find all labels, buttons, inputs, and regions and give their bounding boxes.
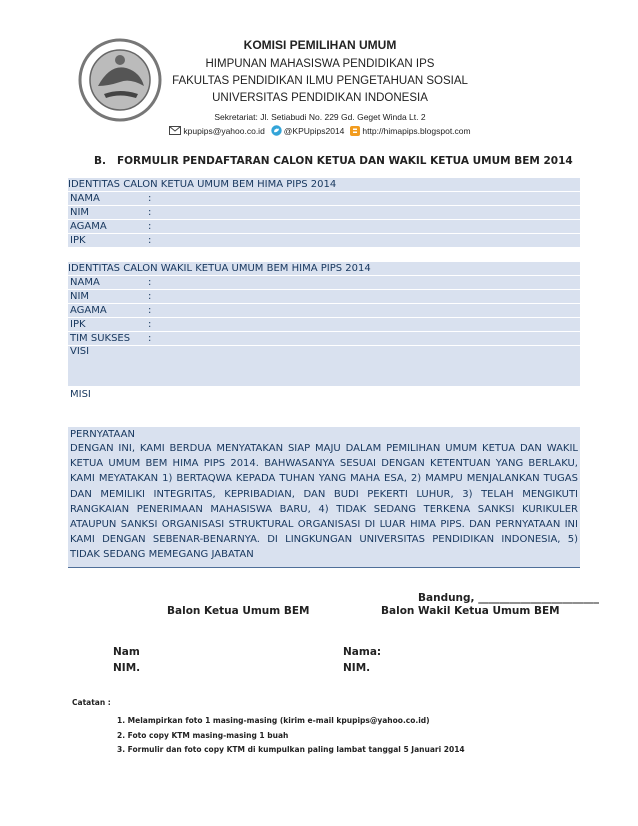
- colon: :: [148, 193, 152, 204]
- notes-section: [72, 698, 465, 758]
- colon: :: [148, 305, 152, 316]
- misi-label: MISI: [70, 389, 91, 400]
- wakil-signature-title: Balon Wakil Ketua Umum BEM: [381, 605, 560, 617]
- signature-place-date: Bandung, _______________________: [418, 592, 599, 604]
- wakil-ipk-row[interactable]: [68, 318, 580, 332]
- field-label: NAMA: [70, 193, 100, 204]
- ketua-agama-row[interactable]: [68, 220, 580, 234]
- letterhead: [170, 38, 470, 136]
- colon: :: [148, 319, 152, 330]
- notes-list: [117, 714, 465, 758]
- colon: :: [148, 207, 152, 218]
- letterhead-address: Sekretariat: Jl. Setiabudi No. 229 Gd. Geget Winda Lt. 2: [214, 112, 426, 122]
- wakil-tim-sukses-row[interactable]: [68, 332, 580, 346]
- blog-contact: [350, 126, 470, 136]
- letterhead-line-4: UNIVERSITAS PENDIDIKAN INDONESIA: [212, 92, 428, 104]
- ketua-nama-row[interactable]: [68, 192, 580, 206]
- registration-form: [68, 178, 580, 568]
- mail-icon: [169, 126, 181, 135]
- field-label: NIM: [70, 207, 90, 218]
- wakil-nim-row[interactable]: [68, 290, 580, 304]
- wakil-heading-row: [68, 262, 580, 276]
- field-label: IPK: [70, 319, 86, 330]
- ketua-ipk-row[interactable]: [68, 234, 580, 248]
- pernyataan-title: PERNYATAAN: [70, 429, 135, 440]
- spacer: [68, 248, 580, 262]
- ketua-nim-row[interactable]: [68, 206, 580, 220]
- notes-title: Catatan :: [72, 698, 111, 707]
- field-label: AGAMA: [70, 305, 107, 316]
- email-text: kpupips@yahoo.co.id: [183, 125, 265, 136]
- pernyataan-body: DENGAN INI, KAMI BERDUA MENYATAKAN SIAP MAJU DALAM PEMILIHAN UMUM KETUA DAN WAKIL KETUA UMUM BEM HIMA PIPS 2014. BAHWASANYA SESUAI DENGAN KETENTUAN YANG BERLAKU, KAMI MEYATAKAN 1) BERTAQWA KEPADA TUHAN YANG MAHA ESA, 2) MAMPU MENJALANKAN TUGAS DAN MEMILIKI INTEGRITAS, KEPRIBADIAN, DAN BUDI PEKERTI LUHUR, 3) TELAH MENGIKUTI RANGKAIAN PENERIMAAN MAHASISWA BARU, 4) TIDAK SEDANG TERKENA SANKSI KURIKULER ATAUPUN SANKSI ORGANISASI STRUKTURAL ORGANISASI DI LUAR HIMA PIPS. DAN PERNYATAAN INI KAMI DENGAN SEBENAR-BENARNYA. DI LINGKUNGAN UNIVERSITAS PENDIDIKAN INDONESIA, 5) TIDAK SEDANG MEMEGANG JABATAN: [70, 443, 578, 561]
- colon: :: [148, 291, 152, 302]
- wakil-nim-line: NIM.: [343, 662, 371, 674]
- field-label: AGAMA: [70, 221, 107, 232]
- organization-logo: [78, 38, 162, 122]
- letterhead-title: KOMISI PEMILIHAN UMUM: [243, 38, 397, 52]
- ketua-name-line: Nam: [113, 646, 140, 658]
- ketua-signature-title: Balon Ketua Umum BEM: [167, 605, 310, 617]
- ketua-nim-line: NIM.: [113, 662, 141, 674]
- colon: :: [148, 235, 152, 246]
- colon: :: [148, 333, 152, 344]
- twitter-icon: [271, 125, 282, 136]
- twitter-text: @KPUpips2014: [283, 125, 345, 136]
- misi-field[interactable]: [68, 387, 580, 427]
- section-title: B. FORMULIR PENDAFTARAN CALON KETUA DAN WAKIL KETUA UMUM BEM 2014: [94, 155, 573, 167]
- email-contact: [169, 126, 264, 136]
- wakil-nama-row[interactable]: [68, 276, 580, 290]
- ketua-heading-row: [68, 178, 580, 192]
- twitter-contact: [271, 125, 345, 136]
- wakil-name-line: Nama:: [343, 646, 382, 658]
- note-item: 1. Melampirkan foto 1 masing-masing (kirim e-mail kpupips@yahoo.co.id): [117, 716, 430, 725]
- field-label: NAMA: [70, 277, 100, 288]
- blog-text: http://himapips.blogspot.com: [362, 125, 471, 136]
- wakil-heading: IDENTITAS CALON WAKIL KETUA UMUM BEM HIMA PIPS 2014: [68, 263, 371, 274]
- visi-label: VISI: [70, 346, 90, 357]
- field-label: IPK: [70, 235, 86, 246]
- colon: :: [148, 221, 152, 232]
- colon: :: [148, 277, 152, 288]
- letterhead-line-2: HIMPUNAN MAHASISWA PENDIDIKAN IPS: [205, 58, 435, 70]
- blogger-icon: [350, 126, 360, 136]
- field-label: TIM SUKSES: [70, 333, 131, 344]
- pernyataan-block: [68, 427, 580, 568]
- note-item: 3. Formulir dan foto copy KTM di kumpulkan paling lambat tanggal 5 Januari 2014: [117, 745, 465, 754]
- letterhead-contacts: [170, 125, 470, 136]
- visi-field[interactable]: [68, 346, 580, 387]
- wakil-agama-row[interactable]: [68, 304, 580, 318]
- note-item: 2. Foto copy KTM masing-masing 1 buah: [117, 730, 289, 740]
- field-label: NIM: [70, 291, 90, 302]
- letterhead-line-3: FAKULTAS PENDIDIKAN ILMU PENGETAHUAN SOSIAL: [172, 75, 468, 87]
- ketua-heading: IDENTITAS CALON KETUA UMUM BEM HIMA PIPS 2014: [68, 179, 337, 190]
